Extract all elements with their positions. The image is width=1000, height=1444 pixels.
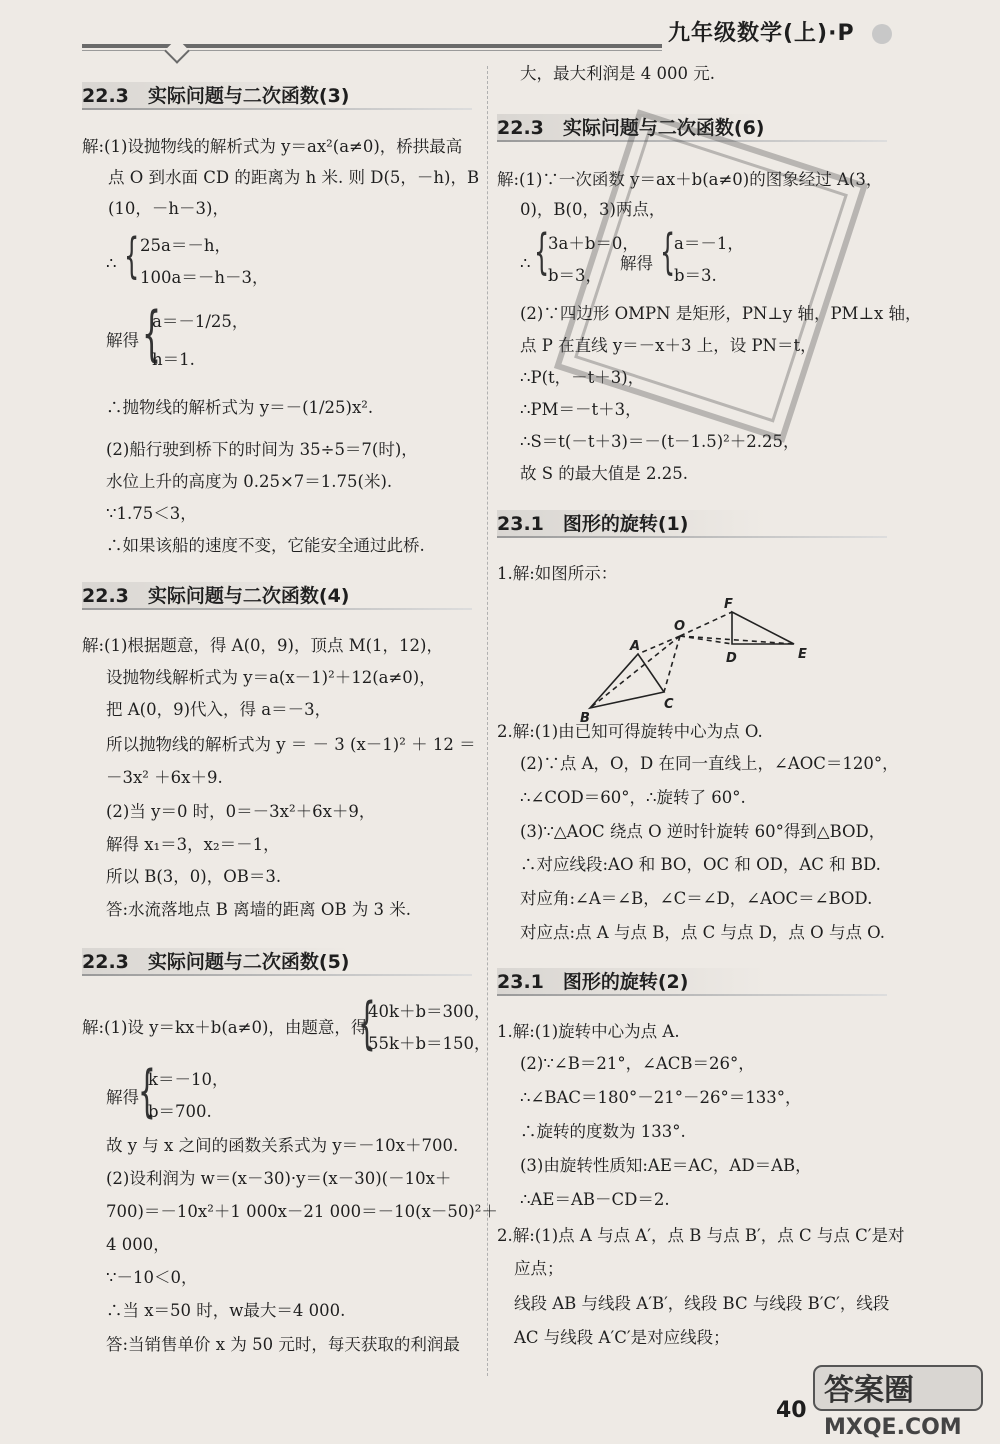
- text-line: ∴∠BAC＝180°－21°－26°＝133°，: [520, 1088, 802, 1107]
- header-notch-decoration: [164, 38, 189, 63]
- label-f: F: [724, 597, 733, 612]
- section-title-22-3-3: 22.3 实际问题与二次函数(3): [82, 82, 349, 110]
- segment-od: [680, 636, 732, 644]
- triangle-fde: [732, 612, 794, 644]
- equation-line: b＝3.: [674, 266, 717, 285]
- text-line: ∴∠COD＝60°，∴旋转了 60°.: [520, 788, 746, 807]
- equation-line: b＝3，: [548, 266, 603, 285]
- text-line: 答:水流落地点 B 离墙的距离 OB 为 3 米.: [106, 900, 412, 919]
- page-number: 40: [776, 1398, 807, 1423]
- rotation-figure: [560, 596, 820, 726]
- text-line: (10，－h－3)，: [108, 199, 229, 218]
- text-line: ∴P(t，－t＋3)，: [520, 368, 645, 387]
- text-line: (2)∵∠B＝21°，∠ACB＝26°，: [520, 1054, 755, 1073]
- text-line: (2)设利润为 w＝(x－30)·y＝(x－30)(－10x＋: [106, 1169, 452, 1188]
- section-title-22-3-5: 22.3 实际问题与二次函数(5): [82, 948, 349, 976]
- brace-icon: {: [660, 224, 676, 280]
- text-line: 解:(1)根据题意，得 A(0，9)，顶点 M(1，12)，: [82, 636, 443, 655]
- section-title-23-1-2: 23.1 图形的旋转(2): [497, 968, 688, 996]
- text-label: 解得: [620, 254, 653, 273]
- text-line: 设抛物线解析式为 y＝a(x－1)²＋12(a≠0)，: [106, 668, 436, 687]
- text-line: ∵1.75＜3，: [106, 504, 197, 523]
- text-line: 故 y 与 x 之间的函数关系式为 y＝－10x＋700.: [106, 1136, 459, 1155]
- text-line: 水位上升的高度为 0.25×7＝1.75(米).: [106, 472, 393, 491]
- text-line: ∴旋转的度数为 133°.: [520, 1122, 686, 1141]
- equation-line: 100a＝－h－3，: [140, 268, 269, 287]
- text-line: 解:(1)∵一次函数 y＝ax＋b(a≠0)的图象经过 A(3，: [497, 170, 883, 189]
- equation-line: 3a＋b＝0，: [548, 234, 639, 253]
- label-b: B: [580, 711, 590, 726]
- brace-icon: {: [124, 228, 140, 284]
- text-line: 对应点:点 A 与点 B，点 C 与点 D，点 O 与点 O.: [520, 923, 885, 942]
- text-line: 1.解:(1)旋转中心为点 A.: [497, 1022, 680, 1041]
- text-line: 700)＝－10x²＋1 000x－21 000＝－10(x－50)²＋: [106, 1202, 498, 1221]
- text-line: 所以抛物线的解析式为 y ＝ － 3 (x－1)² ＋ 12 ＝: [106, 735, 476, 754]
- text-line: 故 S 的最大值是 2.25.: [520, 464, 689, 483]
- watermark-text: 答案圈: [824, 1373, 914, 1408]
- answer-circle-logo: [810, 1362, 990, 1440]
- text-line: 4 000，: [106, 1235, 170, 1254]
- equation-line: a＝－1，: [674, 234, 744, 253]
- segment-oc: [664, 636, 680, 692]
- text-line: 点 P 在直线 y＝－x＋3 上，设 PN＝t，: [520, 336, 817, 355]
- header-title: 九年级数学(上)·P: [668, 21, 855, 46]
- label-c: C: [664, 697, 674, 712]
- equation-line: 40k＋b＝300，: [368, 1002, 491, 1021]
- stamp-watermark: [554, 109, 868, 442]
- label-a: A: [630, 639, 641, 654]
- label-d: D: [726, 651, 737, 666]
- segment-oe: [680, 636, 794, 644]
- text-line: ∴抛物线的解析式为 y＝－(1/25)x².: [106, 398, 374, 417]
- equation-line: 25a＝－h，: [140, 236, 231, 255]
- text-line: ∵－10＜0，: [106, 1268, 198, 1287]
- text-line: ∴AE＝AB－CD＝2.: [520, 1190, 670, 1209]
- text-line: (2)∵四边形 OMPN 是矩形，PN⊥y 轴，PM⊥x 轴，: [520, 304, 922, 323]
- section-title-22-3-6: 22.3 实际问题与二次函数(6): [497, 114, 764, 142]
- watermark-url: MXQE.COM: [824, 1415, 962, 1440]
- text-line: －3x² ＋6x＋9.: [106, 768, 223, 787]
- text-line: 解:(1)设抛物线的解析式为 y＝ax²(a≠0)，桥拱最高: [82, 137, 463, 156]
- text-line: ∴S＝t(－t＋3)＝－(t－1.5)²＋2.25，: [520, 432, 800, 451]
- text-line: ∴如果该船的速度不变，它能安全通过此桥.: [106, 536, 425, 555]
- text-line: AC 与线段 A′C′是对应线段；: [514, 1328, 730, 1347]
- text-line: ∴PM＝－t＋3，: [520, 400, 642, 419]
- column-divider: [487, 66, 489, 1376]
- text-line: 解得 x₁＝3，x₂＝－1，: [106, 835, 280, 854]
- text-line: 所以 B(3，0)，OB＝3.: [106, 867, 282, 886]
- text-line: 2.解:(1)点 A 与点 A′，点 B 与点 B′，点 C 与点 C′是对: [497, 1226, 905, 1245]
- header-dot-icon: [872, 24, 892, 44]
- equation-line: 55k＋b＝150，: [368, 1034, 491, 1053]
- therefore-symbol: ∴: [520, 254, 531, 273]
- text-line: 对应角:∠A＝∠B，∠C＝∠D，∠AOC＝∠BOD.: [520, 889, 873, 908]
- brace-icon: {: [358, 991, 376, 1056]
- segment-of: [680, 612, 732, 636]
- text-line: ∴对应线段:AO 和 BO，OC 和 OD，AC 和 BD.: [520, 855, 881, 874]
- text-line: 2.解:(1)由已知可得旋转中心为点 O.: [497, 722, 763, 741]
- text-line: ∴当 x＝50 时，w最大＝4 000.: [106, 1301, 346, 1320]
- text-line: 把 A(0，9)代入，得 a＝－3，: [106, 700, 332, 719]
- text-line: 线段 AB 与线段 A′B′，线段 BC 与线段 B′C′，线段: [514, 1294, 890, 1313]
- brace-icon: {: [142, 299, 162, 369]
- brace-icon: {: [138, 1059, 156, 1124]
- brace-icon: {: [534, 224, 550, 280]
- text-line: (2)船行驶到桥下的时间为 35÷5＝7(时)，: [106, 440, 418, 459]
- equation-line: k＝－10，: [148, 1070, 229, 1089]
- label-e: E: [798, 647, 807, 662]
- equation-line: b＝700.: [148, 1102, 212, 1121]
- text-label: 解得: [106, 1088, 139, 1107]
- text-line: 1.解:如图所示：: [497, 564, 618, 583]
- text-line: 应点；: [514, 1259, 564, 1278]
- text-line: (2)当 y＝0 时，0＝－3x²＋6x＋9，: [106, 802, 376, 821]
- therefore-symbol: ∴: [106, 254, 117, 273]
- text-line: 点 O 到水面 CD 的距离为 h 米. 则 D(5，－h)，B: [108, 168, 480, 187]
- text-label: 解得: [106, 331, 139, 350]
- text-line: (2)∵点 A，O，D 在同一直线上，∠AOC＝120°，: [520, 754, 899, 773]
- equation-line: h＝1.: [152, 350, 195, 369]
- section-title-23-1-1: 23.1 图形的旋转(1): [497, 510, 688, 538]
- text-line: (3)∵△AOC 绕点 O 逆时针旋转 60°得到△BOD，: [520, 822, 886, 841]
- text-line: 答:当销售单价 x 为 50 元时，每天获取的利润最: [106, 1335, 460, 1354]
- text-line: 大，最大利润是 4 000 元.: [520, 64, 715, 83]
- text-line: 解:(1)设 y＝kx＋b(a≠0)，由题意，得: [82, 1018, 368, 1037]
- text-line: (3)由旋转性质知:AE＝AC，AD＝AB，: [520, 1156, 812, 1175]
- text-line: 0)，B(0，3)两点，: [520, 200, 666, 219]
- segment-oa: [638, 636, 680, 654]
- equation-line: a＝－1/25，: [152, 312, 249, 331]
- label-o: O: [674, 619, 686, 634]
- section-title-22-3-4: 22.3 实际问题与二次函数(4): [82, 582, 349, 610]
